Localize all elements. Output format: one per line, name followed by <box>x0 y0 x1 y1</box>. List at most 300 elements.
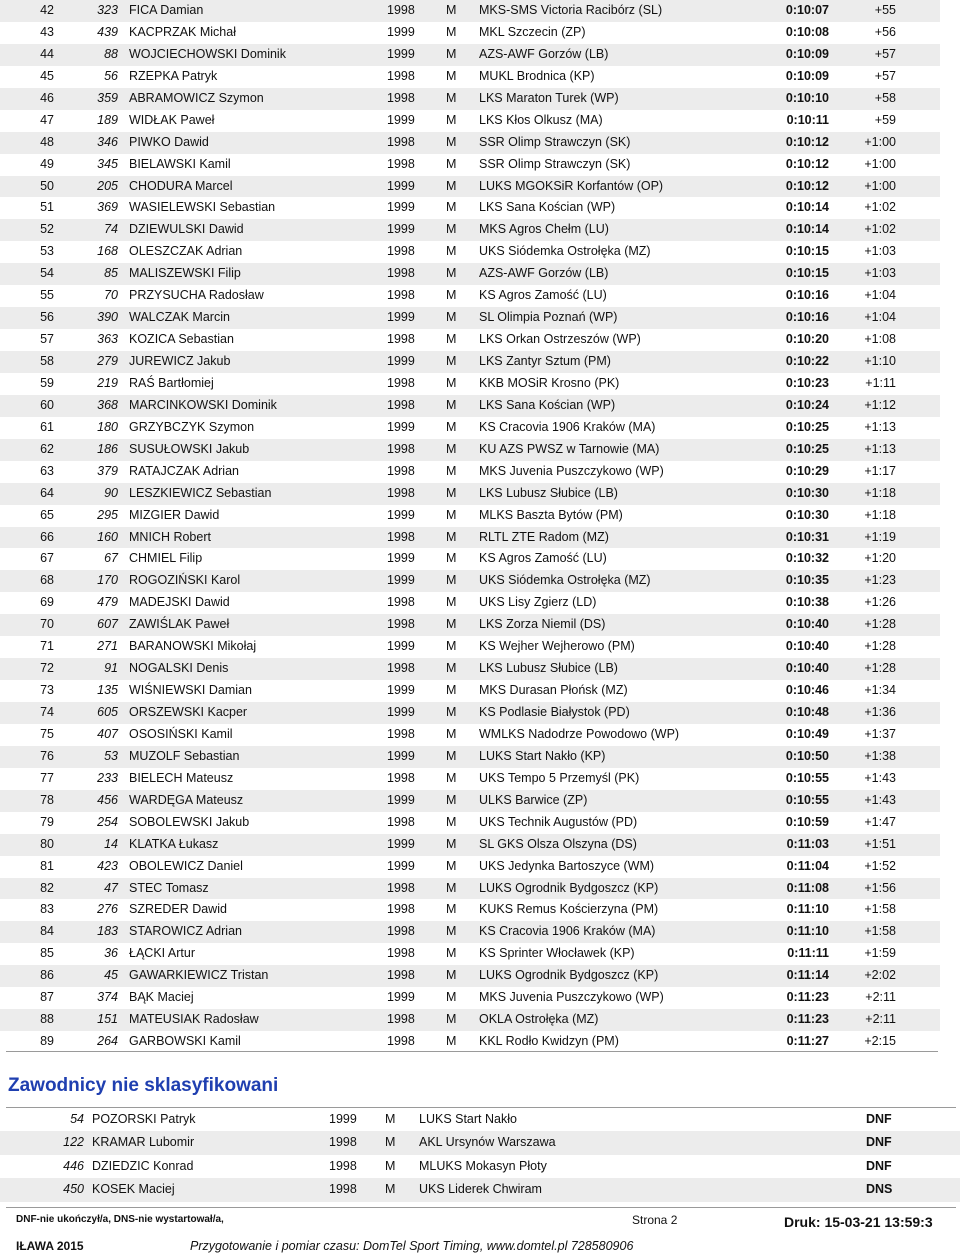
sex-cell: M <box>446 288 457 303</box>
birth-year: 1998 <box>387 441 415 456</box>
birth-year: 1998 <box>387 3 415 17</box>
athlete-name: JUREWICZ Jakub <box>129 354 231 368</box>
place-cell: 73 <box>40 683 54 698</box>
table-row <box>0 570 940 592</box>
place-cell: 47 <box>40 112 54 127</box>
time-gap: +1:02 <box>864 200 896 215</box>
table-row <box>0 483 940 505</box>
bib-cell: 363 <box>97 332 118 347</box>
place-cell: 87 <box>40 990 54 1005</box>
page-number: Strona 2 <box>632 1213 678 1227</box>
club-name: KS Podlasie Białystok (PD) <box>479 705 630 719</box>
club-name: MKS Durasan Płońsk (MZ) <box>479 683 628 698</box>
table-row <box>0 0 940 22</box>
club-name: LUKS MGOKSiR Korfantów (OP) <box>479 178 664 193</box>
birth-year: 1998 <box>387 617 415 632</box>
unclassified-heading: Zawodnicy nie sklasyfikowani <box>8 1075 279 1096</box>
birth-year: 1998 <box>387 529 415 544</box>
table-row <box>0 439 940 461</box>
bib-cell: 151 <box>97 1012 118 1027</box>
table-row <box>0 154 940 176</box>
bib-cell: 346 <box>97 134 118 149</box>
bib-cell: 90 <box>104 485 118 500</box>
time-gap: +1:51 <box>864 836 896 851</box>
club-name: LKS Sana Kościan (WP) <box>479 397 616 412</box>
table-row <box>0 746 940 768</box>
birth-year: 1998 <box>387 156 415 171</box>
bib-cell: 368 <box>97 397 118 412</box>
athlete-name: BARANOWSKI Mikołaj <box>129 639 257 654</box>
birth-year: 1999 <box>387 354 415 368</box>
place-cell: 65 <box>40 507 54 522</box>
place-cell: 86 <box>40 968 54 983</box>
athlete-name: MUZOLF Sebastian <box>129 748 240 763</box>
finish-time: 0:10:15 <box>785 244 829 259</box>
athlete-name: WIŚNIEWSKI Damian <box>129 683 252 698</box>
sex-cell: M <box>446 529 457 544</box>
finish-time: 0:11:11 <box>787 946 829 961</box>
athlete-name: KOSEK Maciej <box>92 1182 175 1197</box>
table-row <box>0 680 940 702</box>
time-gap: +58 <box>874 90 896 105</box>
athlete-name: RAŚ Bartłomiej <box>129 375 214 390</box>
place-cell: 60 <box>40 397 54 412</box>
unclassified-table <box>0 1108 960 1202</box>
birth-year: 1998 <box>387 397 415 412</box>
finish-time: 0:11:04 <box>786 858 829 873</box>
bib-cell: 45 <box>104 968 118 983</box>
sex-cell: M <box>446 3 457 17</box>
finish-time: 0:10:08 <box>785 24 829 39</box>
table-bottom-rule <box>6 1051 938 1052</box>
time-gap: +1:10 <box>864 354 896 368</box>
place-cell: 62 <box>40 441 54 456</box>
birth-year: 1999 <box>387 46 415 61</box>
place-cell: 64 <box>40 485 54 500</box>
table-row <box>0 658 940 680</box>
club-name: LUKS Ogrodnik Bydgoszcz (KP) <box>479 968 659 983</box>
bib-cell: 160 <box>97 529 118 544</box>
bib-cell: 183 <box>97 924 118 939</box>
place-cell: 85 <box>40 946 54 961</box>
club-name: UKS Siódemka Ostrołęka (MZ) <box>479 244 651 259</box>
sex-cell: M <box>446 441 457 456</box>
table-row <box>0 395 940 417</box>
table-row <box>0 899 940 921</box>
bib-cell: 53 <box>104 748 118 763</box>
time-gap: +1:47 <box>864 814 896 829</box>
birth-year: 1998 <box>387 134 415 149</box>
birth-year: 1998 <box>387 880 415 895</box>
finish-time: 0:11:08 <box>786 880 829 895</box>
birth-year: 1998 <box>387 924 415 939</box>
bib-cell: 264 <box>97 1034 118 1049</box>
sex-cell: M <box>446 573 457 588</box>
bib-cell: 254 <box>97 814 118 829</box>
athlete-name: RZEPKA Patryk <box>129 68 218 83</box>
table-row <box>0 921 940 943</box>
sex-cell: M <box>446 551 457 566</box>
bib-cell: 186 <box>97 441 118 456</box>
sex-cell: M <box>446 726 457 741</box>
sex-cell: M <box>446 748 457 763</box>
bib-cell: 379 <box>97 463 118 478</box>
place-cell: 76 <box>40 748 54 763</box>
sex-cell: M <box>446 244 457 259</box>
place-cell: 52 <box>40 222 54 237</box>
club-name: MKS Juvenia Puszczykowo (WP) <box>479 463 664 478</box>
bib-cell: 47 <box>104 880 118 895</box>
place-cell: 45 <box>40 68 54 83</box>
bib-cell: 88 <box>104 46 118 61</box>
bib-cell: 14 <box>104 836 118 851</box>
bib-cell: 345 <box>97 156 118 171</box>
place-cell: 81 <box>40 858 54 873</box>
time-gap: +1:20 <box>864 551 896 566</box>
athlete-name: STEC Tomasz <box>129 880 209 895</box>
place-cell: 67 <box>40 551 54 566</box>
time-gap: +2:15 <box>864 1034 896 1049</box>
finish-time: 0:11:23 <box>786 1012 829 1027</box>
athlete-name: SOBOLEWSKI Jakub <box>129 814 250 829</box>
table-row <box>0 790 940 812</box>
club-name: MLKS Baszta Bytów (PM) <box>479 507 623 522</box>
table-row <box>0 373 940 395</box>
birth-year: 1998 <box>329 1135 357 1150</box>
place-cell: 83 <box>40 902 54 917</box>
athlete-name: POZORSKI Patryk <box>92 1112 196 1126</box>
birth-year: 1998 <box>387 288 415 303</box>
time-gap: +1:18 <box>864 485 896 500</box>
finish-time: 0:10:16 <box>785 288 829 303</box>
finish-time: 0:10:30 <box>785 507 829 522</box>
finish-time: 0:10:12 <box>785 156 829 171</box>
club-name: MKS-SMS Victoria Racibórz (SL) <box>479 3 663 17</box>
table-row <box>0 943 940 965</box>
athlete-name: OLESZCZAK Adrian <box>129 244 243 259</box>
bib-cell: 54 <box>70 1112 84 1126</box>
place-cell: 72 <box>40 661 54 676</box>
club-name: KKB MOSiR Krosno (PK) <box>479 375 620 390</box>
table-row <box>0 614 940 636</box>
athlete-name: BIELECH Mateusz <box>129 770 234 785</box>
finish-time: 0:10:30 <box>785 485 829 500</box>
birth-year: 1999 <box>387 705 415 719</box>
timing-credits: Przygotowanie i pomiar czasu: DomTel Sport Timing, www.domtel.pl 728580906 <box>190 1239 634 1253</box>
time-gap: +57 <box>874 46 896 61</box>
place-cell: 43 <box>40 24 54 39</box>
finish-time: 0:10:14 <box>785 200 829 215</box>
time-gap: +1:36 <box>864 705 896 719</box>
bib-cell: 74 <box>104 222 118 237</box>
sex-cell: M <box>385 1182 396 1197</box>
athlete-name: CHODURA Marcel <box>129 178 233 193</box>
sex-cell: M <box>446 68 457 83</box>
status-code: DNF <box>866 1135 892 1150</box>
place-cell: 46 <box>40 90 54 105</box>
sex-cell: M <box>446 24 457 39</box>
table-row <box>0 768 940 790</box>
footer-legend: DNF-nie ukończył/a, DNS-nie wystartował/a, <box>16 1214 224 1225</box>
athlete-name: WOJCIECHOWSKI Dominik <box>129 46 286 61</box>
table-row <box>0 417 940 439</box>
place-cell: 82 <box>40 880 54 895</box>
sex-cell: M <box>446 375 457 390</box>
sex-cell: M <box>446 595 457 610</box>
finish-time: 0:10:35 <box>785 573 829 588</box>
sex-cell: M <box>446 156 457 171</box>
place-cell: 42 <box>40 3 54 17</box>
sex-cell: M <box>446 310 457 325</box>
sex-cell: M <box>446 661 457 676</box>
time-gap: +1:19 <box>864 529 896 544</box>
table-row <box>0 1009 940 1031</box>
table-row <box>0 219 940 241</box>
club-name: KS Cracovia 1906 Kraków (MA) <box>479 419 656 434</box>
bib-cell: 91 <box>104 661 118 676</box>
table-row <box>0 505 940 527</box>
time-gap: +2:11 <box>865 1012 896 1027</box>
athlete-name: ROGOZIŃSKI Karol <box>129 573 241 588</box>
club-name: AZS-AWF Gorzów (LB) <box>479 46 609 61</box>
sex-cell: M <box>446 924 457 939</box>
table-row <box>0 307 940 329</box>
sex-cell: M <box>446 705 457 719</box>
bib-cell: 369 <box>97 200 118 215</box>
birth-year: 1998 <box>387 726 415 741</box>
place-cell: 75 <box>40 726 54 741</box>
finish-time: 0:11:10 <box>786 924 829 939</box>
time-gap: +1:03 <box>864 266 896 281</box>
birth-year: 1998 <box>387 814 415 829</box>
finish-time: 0:10:07 <box>785 3 829 17</box>
finish-time: 0:10:11 <box>786 112 829 127</box>
time-gap: +1:58 <box>864 924 896 939</box>
club-name: LUKS Start Nakło (KP) <box>479 748 606 763</box>
birth-year: 1999 <box>387 507 415 522</box>
table-row <box>0 965 940 987</box>
finish-time: 0:10:49 <box>785 726 829 741</box>
table-row <box>0 1108 960 1131</box>
athlete-name: MALISZEWSKI Filip <box>129 266 241 281</box>
athlete-name: MATEUSIAK Radosław <box>129 1012 259 1027</box>
finish-time: 0:11:23 <box>786 990 829 1005</box>
birth-year: 1998 <box>387 661 415 676</box>
club-name: KS Wejher Wejherowo (PM) <box>479 639 635 654</box>
bib-cell: 359 <box>97 90 118 105</box>
bib-cell: 205 <box>97 178 118 193</box>
birth-year: 1999 <box>387 573 415 588</box>
club-name: LKS Kłos Olkusz (MA) <box>479 112 603 127</box>
club-name: KS Sprinter Włocławek (KP) <box>479 946 635 961</box>
birth-year: 1998 <box>387 968 415 983</box>
birth-year: 1998 <box>387 244 415 259</box>
bib-cell: 450 <box>63 1182 84 1197</box>
place-cell: 89 <box>40 1034 54 1049</box>
finish-time: 0:10:50 <box>785 748 829 763</box>
time-gap: +1:37 <box>864 726 896 741</box>
club-name: KKL Rodło Kwidzyn (PM) <box>479 1034 619 1049</box>
table-row <box>0 132 940 154</box>
bib-cell: 36 <box>104 946 118 961</box>
club-name: KS Agros Zamość (LU) <box>479 288 607 303</box>
sex-cell: M <box>446 814 457 829</box>
table-row <box>0 1178 960 1201</box>
birth-year: 1999 <box>387 792 415 807</box>
athlete-name: GAWARKIEWICZ Tristan <box>129 968 269 983</box>
club-name: RLTL ZTE Radom (MZ) <box>479 529 609 544</box>
finish-time: 0:10:55 <box>785 770 829 785</box>
finish-time: 0:10:59 <box>785 814 829 829</box>
finish-time: 0:11:10 <box>786 902 829 917</box>
club-name: LKS Lubusz Słubice (LB) <box>479 485 618 500</box>
birth-year: 1999 <box>387 310 415 325</box>
sex-cell: M <box>446 792 457 807</box>
bib-cell: 276 <box>97 902 118 917</box>
sex-cell: M <box>446 836 457 851</box>
athlete-name: ORSZEWSKI Kacper <box>129 705 248 719</box>
club-name: UKS Technik Augustów (PD) <box>479 814 638 829</box>
finish-time: 0:11:27 <box>786 1034 829 1049</box>
sex-cell: M <box>446 990 457 1005</box>
time-gap: +57 <box>874 68 896 83</box>
place-cell: 55 <box>40 288 54 303</box>
table-row <box>0 461 940 483</box>
time-gap: +1:56 <box>864 880 896 895</box>
place-cell: 50 <box>40 178 54 193</box>
bib-cell: 407 <box>97 726 118 741</box>
table-row <box>0 1031 940 1053</box>
birth-year: 1998 <box>387 1012 415 1027</box>
table-row <box>0 987 940 1009</box>
sex-cell: M <box>446 1012 457 1027</box>
athlete-name: ABRAMOWICZ Szymon <box>129 90 264 105</box>
sex-cell: M <box>446 1034 457 1049</box>
club-name: LKS Sana Kościan (WP) <box>479 200 616 215</box>
bib-cell: 446 <box>63 1158 84 1173</box>
birth-year: 1998 <box>387 902 415 917</box>
birth-year: 1999 <box>387 858 415 873</box>
table-row <box>0 834 940 856</box>
athlete-name: LESZKIEWICZ Sebastian <box>129 485 272 500</box>
table-row <box>0 351 940 373</box>
time-gap: +1:28 <box>864 639 896 654</box>
club-name: UKS Lisy Zgierz (LD) <box>479 595 597 610</box>
birth-year: 1999 <box>387 200 415 215</box>
place-cell: 71 <box>40 639 54 654</box>
birth-year: 1999 <box>329 1112 357 1126</box>
table-row <box>0 197 940 219</box>
time-gap: +1:12 <box>864 397 896 412</box>
table-row <box>0 263 940 285</box>
sex-cell: M <box>446 968 457 983</box>
finish-time: 0:10:22 <box>785 354 829 368</box>
birth-year: 1999 <box>387 178 415 193</box>
time-gap: +2:11 <box>865 990 896 1005</box>
time-gap: +1:23 <box>864 573 896 588</box>
birth-year: 1998 <box>387 332 415 347</box>
status-code: DNF <box>866 1158 892 1173</box>
time-gap: +1:18 <box>864 507 896 522</box>
sex-cell: M <box>446 112 457 127</box>
sex-cell: M <box>446 397 457 412</box>
table-row <box>0 110 940 132</box>
club-name: LKS Maraton Turek (WP) <box>479 90 619 105</box>
sex-cell: M <box>446 222 457 237</box>
place-cell: 51 <box>40 200 54 215</box>
time-gap: +1:13 <box>864 441 896 456</box>
place-cell: 61 <box>40 419 54 434</box>
place-cell: 54 <box>40 266 54 281</box>
athlete-name: BĄK Maciej <box>129 990 194 1005</box>
sex-cell: M <box>446 266 457 281</box>
time-gap: +1:00 <box>864 156 896 171</box>
bib-cell: 122 <box>63 1135 84 1150</box>
club-name: UKS Liderek Chwiram <box>419 1182 542 1197</box>
table-row <box>0 1155 960 1178</box>
bib-cell: 295 <box>97 507 118 522</box>
athlete-name: WASIELEWSKI Sebastian <box>129 200 276 215</box>
athlete-name: OSOSIŃSKI Kamil <box>129 726 233 741</box>
birth-year: 1998 <box>387 595 415 610</box>
athlete-name: RATAJCZAK Adrian <box>129 463 239 478</box>
athlete-name: MADEJSKI Dawid <box>129 595 230 610</box>
table-row <box>0 636 940 658</box>
finish-time: 0:10:48 <box>785 705 829 719</box>
print-date: Druk: 15-03-21 13:59:3 <box>784 1214 933 1230</box>
table-row <box>0 176 940 198</box>
athlete-name: WARDĘGA Mateusz <box>129 792 244 807</box>
sex-cell: M <box>446 46 457 61</box>
bib-cell: 423 <box>97 858 118 873</box>
athlete-name: DZIEDZIC Konrad <box>92 1158 194 1173</box>
finish-time: 0:10:14 <box>785 222 829 237</box>
bib-cell: 439 <box>97 24 118 39</box>
sex-cell: M <box>446 419 457 434</box>
footer-rule <box>6 1207 956 1208</box>
birth-year: 1999 <box>387 748 415 763</box>
athlete-name: PIWKO Dawid <box>129 134 209 149</box>
birth-year: 1999 <box>387 836 415 851</box>
bib-cell: 271 <box>97 639 118 654</box>
birth-year: 1998 <box>329 1182 357 1197</box>
status-code: DNS <box>866 1182 893 1197</box>
time-gap: +55 <box>874 3 896 17</box>
place-cell: 69 <box>40 595 54 610</box>
finish-time: 0:10:25 <box>785 441 829 456</box>
bib-cell: 219 <box>97 375 118 390</box>
birth-year: 1998 <box>387 68 415 83</box>
place-cell: 48 <box>40 134 54 149</box>
finish-time: 0:10:12 <box>785 134 829 149</box>
bib-cell: 67 <box>104 551 118 566</box>
bib-cell: 233 <box>97 770 118 785</box>
place-cell: 44 <box>40 46 54 61</box>
club-name: AKL Ursynów Warszawa <box>419 1135 556 1150</box>
finish-time: 0:10:40 <box>785 617 829 632</box>
place-cell: 79 <box>40 814 54 829</box>
birth-year: 1999 <box>387 24 415 39</box>
sex-cell: M <box>446 858 457 873</box>
time-gap: +1:04 <box>864 310 896 325</box>
bib-cell: 607 <box>97 617 118 632</box>
club-name: KUKS Remus Kościerzyna (PM) <box>479 902 659 917</box>
bib-cell: 56 <box>104 68 118 83</box>
athlete-name: SUSUŁOWSKI Jakub <box>129 441 250 456</box>
club-name: OKLA Ostrołęka (MZ) <box>479 1012 599 1027</box>
athlete-name: KLATKA Łukasz <box>129 836 219 851</box>
time-gap: +1:38 <box>864 748 896 763</box>
